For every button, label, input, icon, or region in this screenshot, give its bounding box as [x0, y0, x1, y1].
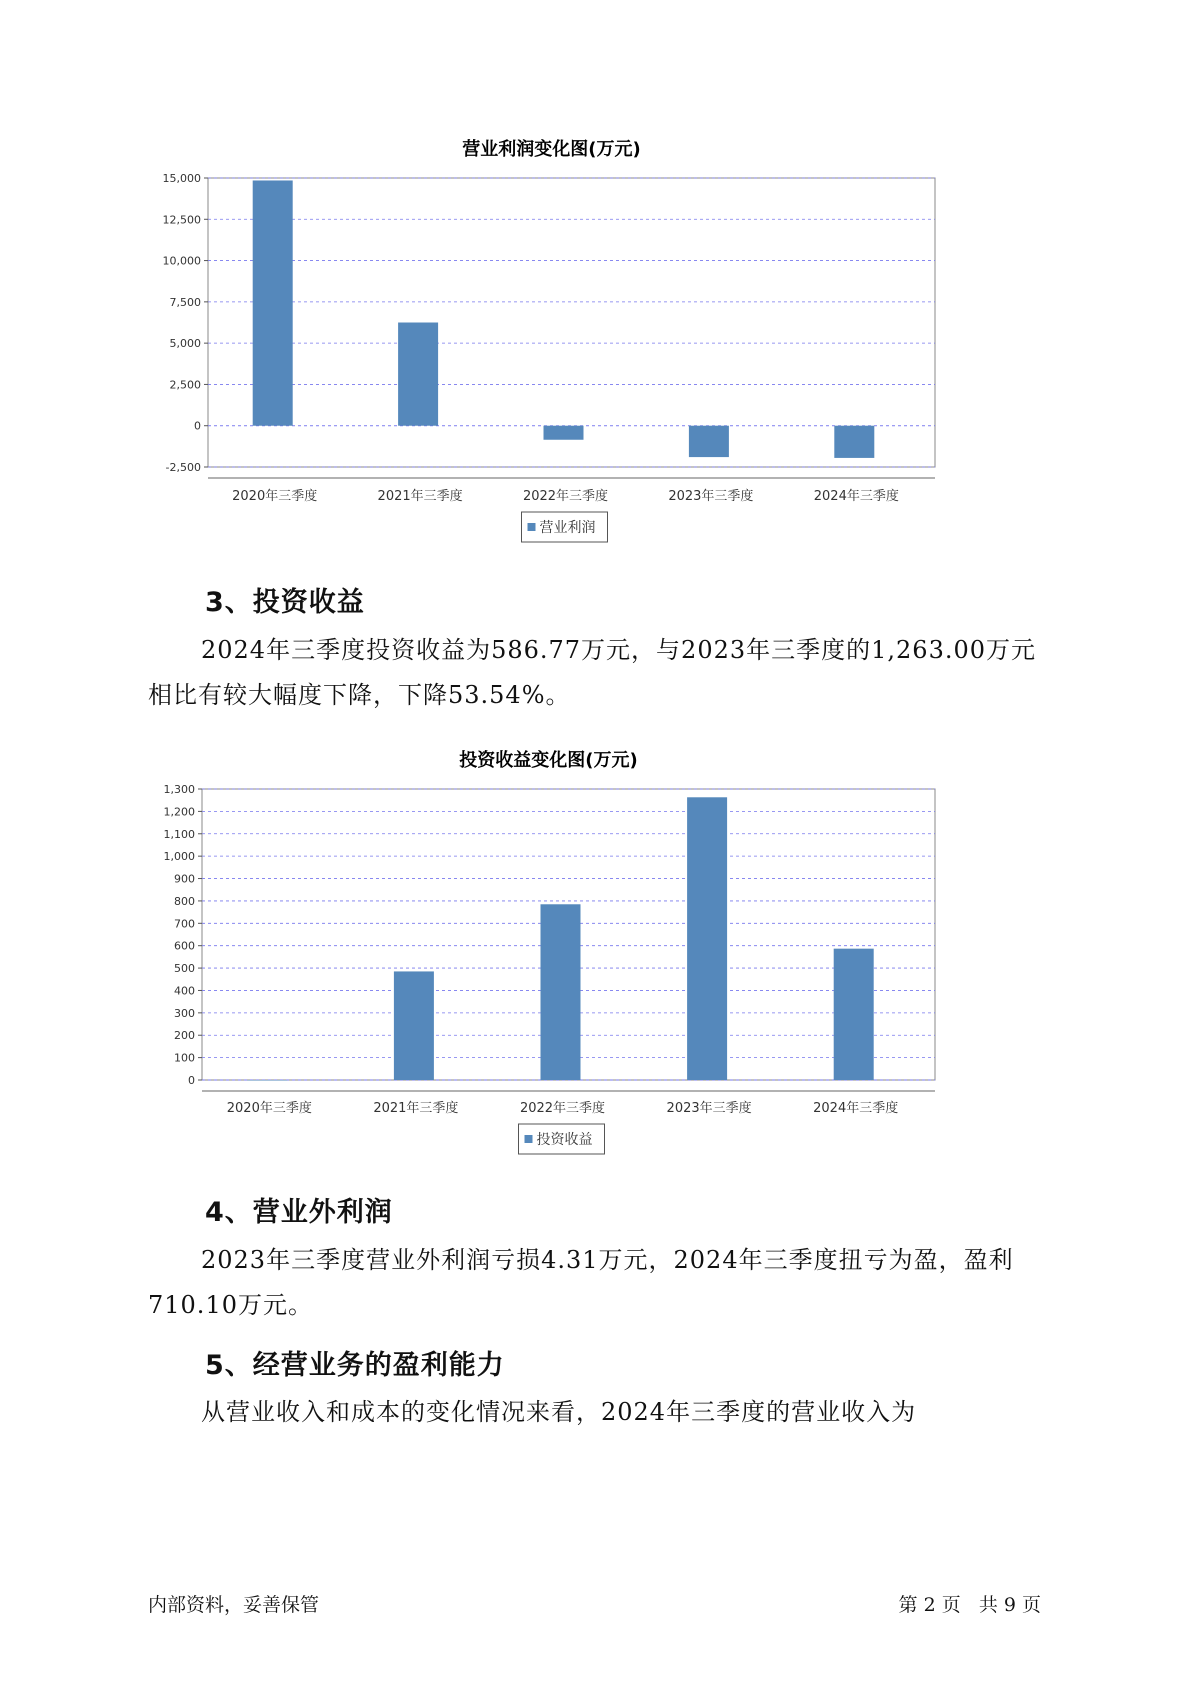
bar — [253, 180, 293, 425]
y-tick-label: 300 — [174, 1006, 195, 1020]
section-5-heading: 5、经营业务的盈利能力 — [205, 1350, 505, 1381]
bar — [247, 1080, 287, 1081]
section-5-text: 从营业收入和成本的变化情况来看，2024年三季度的营业收入为 — [201, 1398, 917, 1426]
operating-profit-chart — [150, 130, 1030, 550]
bar — [834, 426, 874, 458]
category-label: 2024年三季度 — [813, 1101, 899, 1116]
y-tick-label: 7,500 — [169, 295, 201, 309]
category-label: 2021年三季度 — [377, 489, 463, 504]
legend-swatch — [525, 1135, 533, 1143]
bar — [394, 971, 434, 1080]
y-tick-label: 700 — [174, 917, 195, 931]
section-4-text: 2023年三季度营业外利润亏损4.31万元，2024年三季度扭亏为盈，盈利710.10万元。 — [148, 1246, 1014, 1319]
plot-area — [208, 178, 935, 467]
footer-left: 内部资料，妥善保管 — [148, 1594, 320, 1616]
y-tick-label: 0 — [194, 419, 201, 433]
section-4-heading: 4、营业外利润 — [205, 1197, 393, 1228]
y-tick-label: 100 — [174, 1051, 195, 1065]
y-tick-label: 400 — [174, 984, 195, 998]
bar — [689, 426, 729, 457]
bar — [541, 904, 581, 1080]
bar — [834, 949, 874, 1080]
category-label: 2020年三季度 — [232, 489, 318, 504]
category-label: 2022年三季度 — [519, 1101, 606, 1116]
chart-title: 投资收益变化图(万元) — [459, 750, 638, 771]
category-label: 2024年三季度 — [813, 489, 899, 504]
y-tick-label: 2,500 — [169, 378, 201, 392]
y-tick-label: 1,300 — [163, 783, 195, 796]
operating-profit-chart-svg — [150, 130, 1030, 550]
y-tick-label: 1,100 — [163, 827, 195, 841]
chart-title: 营业利润变化图(万元) — [462, 139, 641, 160]
y-tick-label: 0 — [188, 1074, 195, 1087]
bar — [398, 323, 438, 426]
y-tick-label: 900 — [174, 872, 195, 886]
category-label: 2023年三季度 — [666, 1101, 752, 1116]
category-label: 2020年三季度 — [226, 1101, 312, 1116]
legend-label: 营业利润 — [539, 520, 596, 536]
investment-income-chart-svg — [150, 740, 1030, 1165]
y-tick-label: 600 — [174, 939, 195, 953]
section-3-text: 2024年三季度投资收益为586.77万元，与2023年三季度的1,263.00万元相比有较大幅度下降，下降53.54%。 — [148, 636, 1037, 709]
legend-swatch — [528, 523, 536, 531]
y-tick-label: 500 — [174, 962, 195, 976]
investment-income-chart — [150, 740, 1030, 1165]
y-tick-label: 10,000 — [162, 254, 201, 268]
category-label: 2022年三季度 — [522, 489, 609, 504]
legend-label: 投资收益 — [536, 1132, 593, 1148]
category-label: 2021年三季度 — [373, 1101, 459, 1116]
y-tick-label: 5,000 — [169, 337, 201, 351]
category-label: 2023年三季度 — [668, 489, 754, 504]
y-tick-label: 15,000 — [162, 172, 201, 185]
y-tick-label: -2,500 — [165, 461, 201, 474]
y-tick-label: 200 — [174, 1029, 195, 1043]
y-tick-label: 800 — [174, 894, 195, 908]
bar — [544, 426, 584, 440]
section-3-heading: 3、投资收益 — [205, 587, 365, 618]
footer-page-number: 第 2 页 共 9 页 — [898, 1594, 1041, 1616]
y-tick-label: 1,000 — [163, 850, 195, 864]
y-tick-label: 12,500 — [162, 213, 201, 227]
bar — [687, 797, 727, 1080]
y-tick-label: 1,200 — [163, 805, 195, 819]
